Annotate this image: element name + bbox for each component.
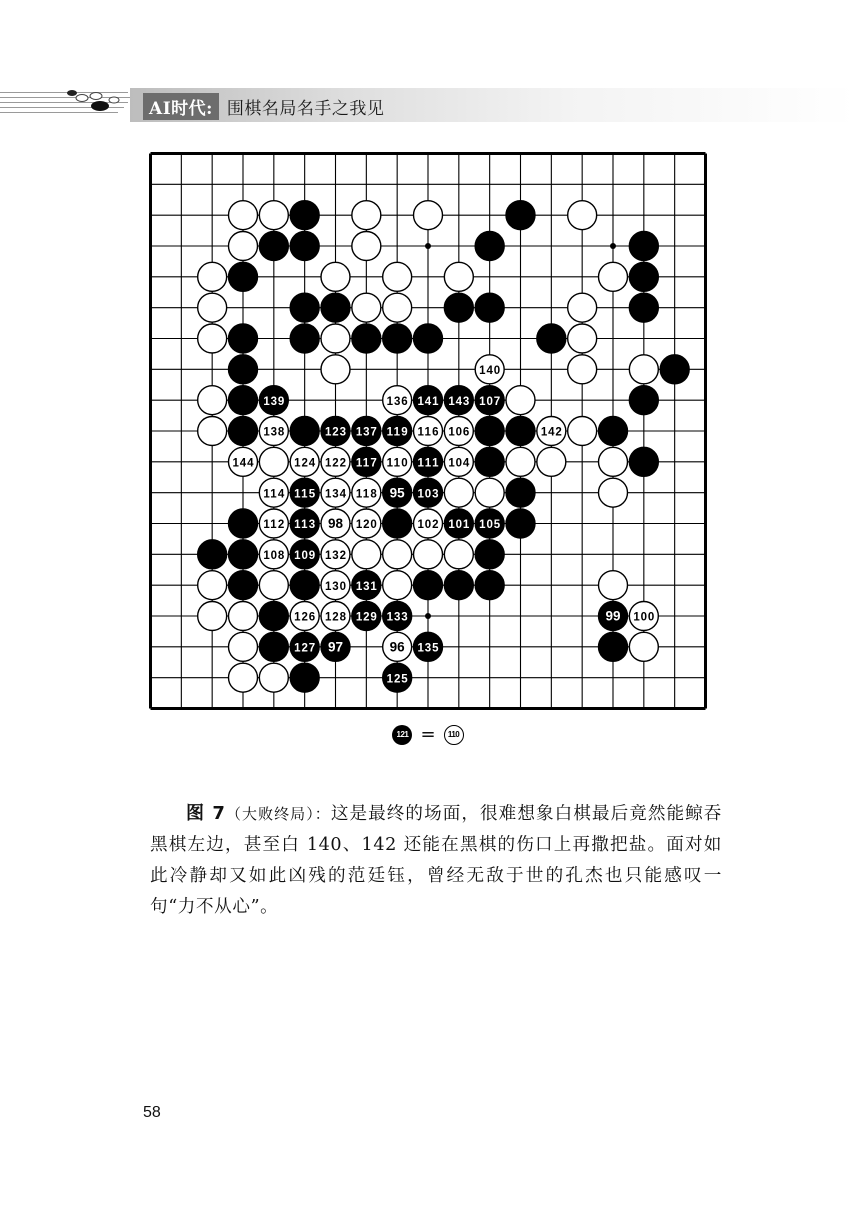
move-number-label: 107 xyxy=(479,395,501,408)
black-stone xyxy=(599,602,628,631)
move-number-label: 129 xyxy=(355,611,377,624)
black-stone xyxy=(629,293,658,322)
white-stone xyxy=(321,571,350,600)
move-number-label: 136 xyxy=(386,395,408,408)
move-number-label: 134 xyxy=(325,488,346,501)
white-stone xyxy=(321,447,350,476)
white-stone xyxy=(568,417,597,446)
black-stone xyxy=(599,417,628,446)
move-number-label: 120 xyxy=(355,519,377,532)
white-stone xyxy=(383,632,412,661)
white-stone xyxy=(444,478,473,507)
black-stone xyxy=(229,355,258,384)
black-stone xyxy=(352,447,381,476)
black-stone xyxy=(383,663,412,692)
white-stone xyxy=(198,262,227,291)
white-stone xyxy=(629,355,658,384)
caption-label: 图 7 xyxy=(186,803,226,824)
move-number-label: 131 xyxy=(355,580,377,593)
move-number-label: 109 xyxy=(294,549,316,562)
black-stone xyxy=(229,386,258,415)
move-number-label: 96 xyxy=(389,639,405,655)
black-stone xyxy=(352,417,381,446)
figure-caption xyxy=(150,798,722,923)
move-number-label: 133 xyxy=(386,611,408,624)
white-stone xyxy=(321,478,350,507)
white-stone xyxy=(629,602,658,631)
white-stone xyxy=(259,509,288,538)
white-stone xyxy=(198,571,227,600)
white-stone xyxy=(259,478,288,507)
star-point xyxy=(425,243,431,249)
black-stone xyxy=(290,663,319,692)
black-stone xyxy=(229,571,258,600)
move-number-label: 123 xyxy=(325,426,346,439)
black-stone xyxy=(290,324,319,353)
white-stone xyxy=(414,201,443,230)
black-stone xyxy=(383,324,412,353)
black-stone xyxy=(537,324,566,353)
black-stone xyxy=(229,509,258,538)
white-stone xyxy=(352,540,381,569)
white-stone xyxy=(198,602,227,631)
move-number-label: 118 xyxy=(355,488,377,501)
white-stone xyxy=(321,602,350,631)
black-stone xyxy=(383,509,412,538)
black-stone xyxy=(352,324,381,353)
white-stone xyxy=(259,417,288,446)
move-number-label: 117 xyxy=(355,457,377,470)
white-stone xyxy=(352,232,381,261)
move-number-label: 113 xyxy=(294,519,316,532)
white-stone xyxy=(599,478,628,507)
black-stone xyxy=(259,232,288,261)
white-stone xyxy=(629,632,658,661)
move-number-label: 143 xyxy=(448,395,470,408)
black-stone xyxy=(352,602,381,631)
black-stone xyxy=(444,571,473,600)
ko-note xyxy=(0,724,856,745)
white-stone xyxy=(290,602,319,631)
white-stone xyxy=(383,386,412,415)
black-stone xyxy=(229,324,258,353)
black-stone xyxy=(414,478,443,507)
white-stone xyxy=(198,324,227,353)
black-stone xyxy=(229,262,258,291)
black-stone xyxy=(290,232,319,261)
move-number-label: 110 xyxy=(386,457,408,470)
white-stone xyxy=(414,509,443,538)
black-stone xyxy=(506,478,535,507)
white-stone xyxy=(259,447,288,476)
black-stone xyxy=(290,293,319,322)
white-stone xyxy=(383,571,412,600)
black-stone xyxy=(321,293,350,322)
white-stone xyxy=(414,540,443,569)
black-stone xyxy=(660,355,689,384)
white-stone xyxy=(198,293,227,322)
header-tag: AI时代: xyxy=(143,93,219,120)
white-stone xyxy=(259,201,288,230)
ko-white-stone: 110 xyxy=(444,725,464,745)
move-number-label: 112 xyxy=(263,519,285,532)
black-stone xyxy=(290,509,319,538)
black-stone xyxy=(414,386,443,415)
black-stone xyxy=(414,571,443,600)
move-number-label: 122 xyxy=(325,457,346,470)
move-number-label: 95 xyxy=(389,485,405,501)
black-stone xyxy=(629,262,658,291)
move-number-label: 126 xyxy=(294,611,316,624)
white-stone xyxy=(321,509,350,538)
move-number-label: 114 xyxy=(263,488,285,501)
black-stone xyxy=(259,602,288,631)
black-stone xyxy=(475,232,504,261)
white-stone xyxy=(599,447,628,476)
move-number-label: 98 xyxy=(327,516,344,532)
black-stone xyxy=(475,386,504,415)
black-stone xyxy=(352,571,381,600)
black-stone xyxy=(229,540,258,569)
black-stone xyxy=(229,417,258,446)
move-number-label: 130 xyxy=(325,580,346,593)
black-stone xyxy=(414,632,443,661)
move-number-label: 116 xyxy=(417,426,439,439)
white-stone xyxy=(444,262,473,291)
black-stone xyxy=(383,417,412,446)
white-stone xyxy=(383,262,412,291)
black-stone xyxy=(290,478,319,507)
move-number-label: 125 xyxy=(386,673,408,686)
move-number-label: 139 xyxy=(263,395,285,408)
white-stone xyxy=(229,663,258,692)
black-stone xyxy=(414,324,443,353)
white-stone xyxy=(383,447,412,476)
move-number-label: 141 xyxy=(417,395,439,408)
white-stone xyxy=(444,540,473,569)
black-stone xyxy=(383,602,412,631)
black-stone xyxy=(475,447,504,476)
white-stone xyxy=(229,447,258,476)
move-number-label: 127 xyxy=(294,642,316,655)
white-stone xyxy=(321,262,350,291)
move-number-label: 103 xyxy=(417,488,439,501)
black-stone xyxy=(475,293,504,322)
black-stone xyxy=(290,417,319,446)
black-stone xyxy=(444,509,473,538)
black-stone xyxy=(599,632,628,661)
white-stone xyxy=(475,478,504,507)
move-number-label: 119 xyxy=(386,426,408,439)
white-stone xyxy=(352,478,381,507)
move-number-label: 111 xyxy=(417,457,439,470)
go-board-diagram xyxy=(149,152,707,710)
black-stone xyxy=(259,386,288,415)
star-point xyxy=(610,243,616,249)
black-stone xyxy=(259,632,288,661)
move-number-label: 128 xyxy=(325,611,346,624)
move-number-label: 140 xyxy=(479,364,501,377)
white-stone xyxy=(198,417,227,446)
board-stones xyxy=(198,201,689,692)
move-number-label: 135 xyxy=(417,642,439,655)
black-stone xyxy=(290,201,319,230)
move-number-label: 132 xyxy=(325,549,346,562)
white-stone xyxy=(599,262,628,291)
black-stone xyxy=(475,509,504,538)
white-stone xyxy=(568,293,597,322)
black-stone xyxy=(629,447,658,476)
white-stone xyxy=(352,293,381,322)
white-stone xyxy=(506,386,535,415)
header-title: 围棋名局名手之我见 xyxy=(226,98,385,119)
white-stone xyxy=(568,355,597,384)
white-stone xyxy=(383,293,412,322)
black-stone xyxy=(629,386,658,415)
move-number-label: 99 xyxy=(605,608,621,624)
white-stone xyxy=(321,355,350,384)
black-stone xyxy=(475,417,504,446)
black-stone xyxy=(290,632,319,661)
white-stone xyxy=(352,509,381,538)
white-stone xyxy=(229,602,258,631)
white-stone xyxy=(568,324,597,353)
white-stone xyxy=(568,201,597,230)
move-number-label: 102 xyxy=(417,519,439,532)
move-number-label: 97 xyxy=(327,639,344,655)
black-stone xyxy=(506,509,535,538)
black-stone xyxy=(321,417,350,446)
move-number-label: 138 xyxy=(263,426,285,439)
move-number-label: 115 xyxy=(294,488,316,501)
move-number-label: 144 xyxy=(232,457,254,470)
black-stone xyxy=(383,478,412,507)
ko-equals: = xyxy=(420,724,436,745)
move-number-label: 142 xyxy=(540,426,562,439)
black-stone xyxy=(444,293,473,322)
white-stone xyxy=(475,355,504,384)
black-stone xyxy=(475,540,504,569)
running-header xyxy=(143,92,384,120)
move-number-label: 100 xyxy=(633,611,655,624)
move-number-label: 106 xyxy=(448,426,470,439)
white-stone xyxy=(198,386,227,415)
black-stone xyxy=(629,232,658,261)
white-stone xyxy=(259,663,288,692)
white-stone xyxy=(444,417,473,446)
black-stone xyxy=(321,632,350,661)
black-stone xyxy=(290,540,319,569)
move-number-label: 108 xyxy=(263,549,285,562)
move-number-label: 105 xyxy=(479,519,501,532)
move-number-label: 104 xyxy=(448,457,470,470)
black-stone xyxy=(290,571,319,600)
caption-subtitle: （大败终局）： xyxy=(225,805,331,823)
white-stone xyxy=(229,632,258,661)
white-stone xyxy=(537,417,566,446)
page-number: 58 xyxy=(143,1104,161,1121)
black-stone xyxy=(475,571,504,600)
white-stone xyxy=(352,201,381,230)
black-stone xyxy=(444,386,473,415)
white-stone xyxy=(321,324,350,353)
star-point xyxy=(425,613,431,619)
move-number-label: 101 xyxy=(448,519,470,532)
ko-black-stone: 121 xyxy=(392,725,412,745)
caption-text: 这是最终的场面，很难想象白棋最后竟然能鲸吞黑棋左边，甚至白 140、142 还能在黑棋的伤口上再撒把盐。面对如此冷静却又如此凶残的范廷钰，曾经无敌于世的孔杰也只能感叹一句“力不从心”。 xyxy=(150,804,722,917)
black-stone xyxy=(198,540,227,569)
white-stone xyxy=(414,417,443,446)
white-stone xyxy=(506,447,535,476)
white-stone xyxy=(259,571,288,600)
white-stone xyxy=(537,447,566,476)
white-stone xyxy=(229,201,258,230)
white-stone xyxy=(290,447,319,476)
black-stone xyxy=(506,417,535,446)
white-stone xyxy=(321,540,350,569)
white-stone xyxy=(259,540,288,569)
black-stone xyxy=(414,447,443,476)
white-stone xyxy=(383,540,412,569)
white-stone xyxy=(599,571,628,600)
white-stone xyxy=(229,232,258,261)
header-stones-icon xyxy=(62,84,132,124)
move-number-label: 137 xyxy=(355,426,377,439)
move-number-label: 124 xyxy=(294,457,316,470)
white-stone xyxy=(444,447,473,476)
black-stone xyxy=(506,201,535,230)
